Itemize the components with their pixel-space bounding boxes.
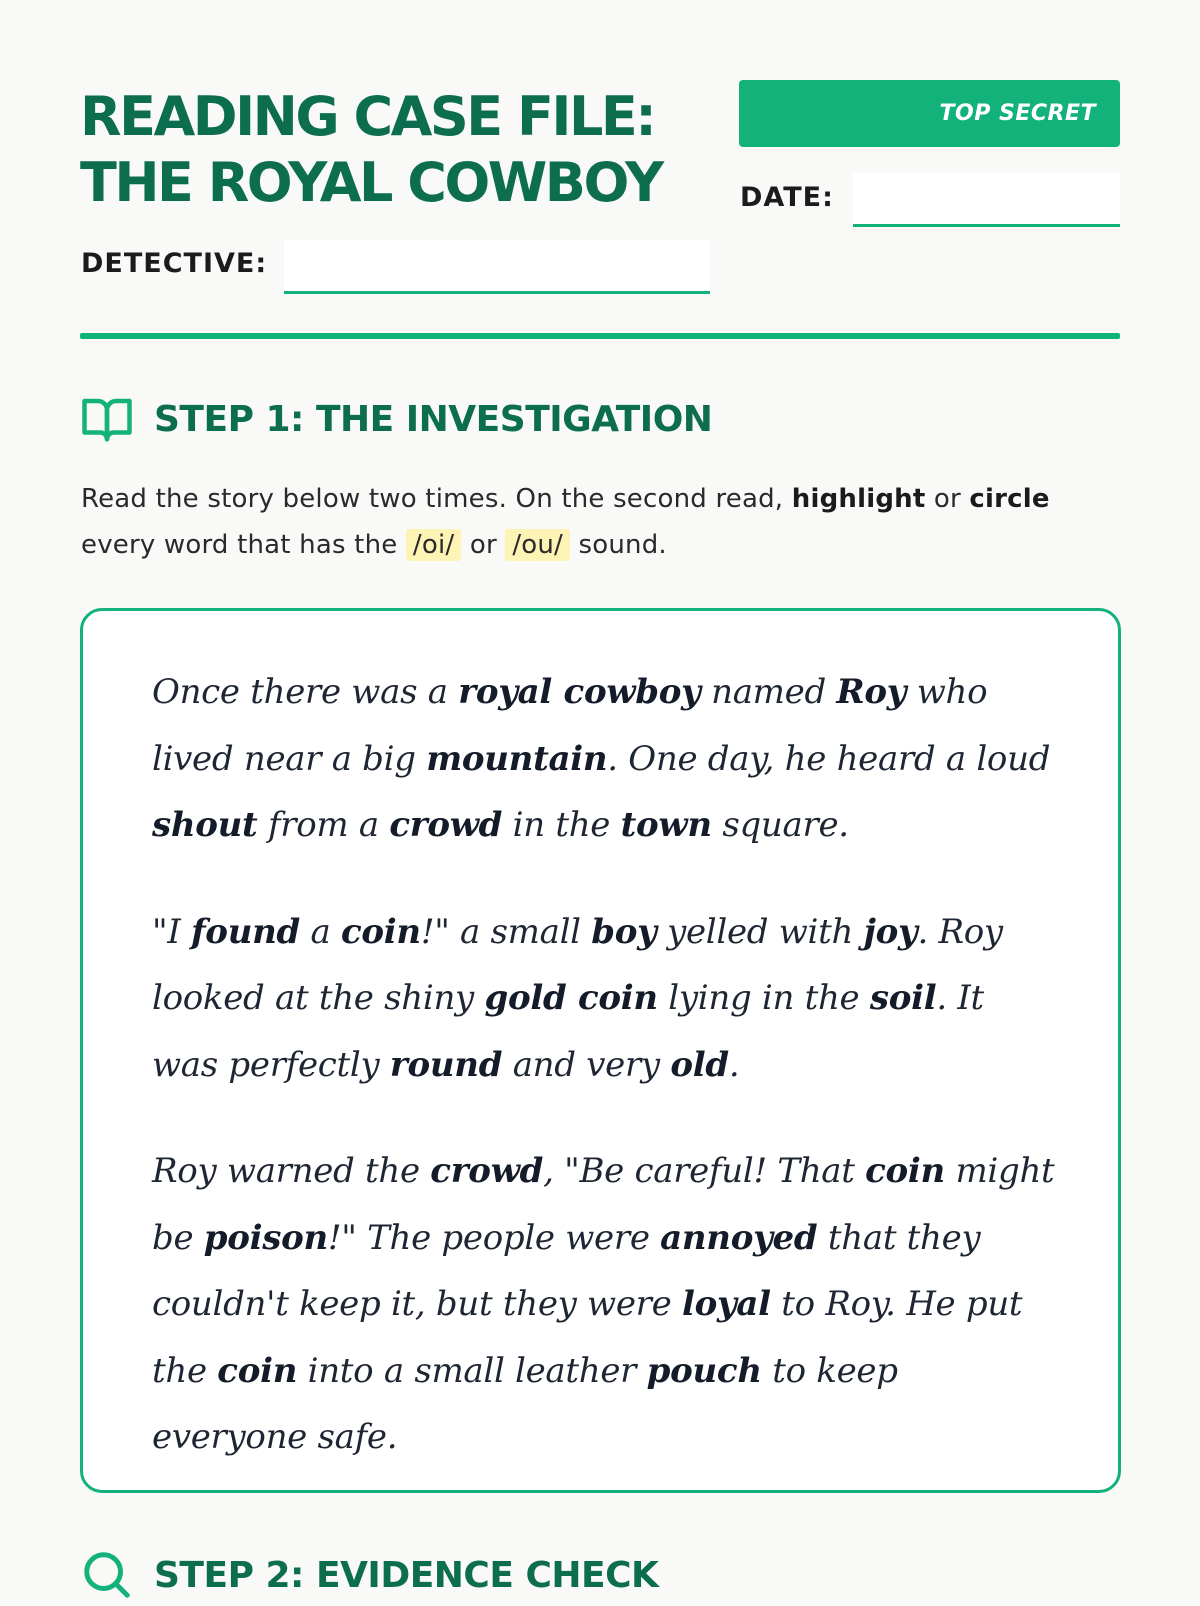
target-word: crowd: [430, 1151, 544, 1191]
story-text: Once there was a: [152, 672, 459, 712]
target-word: town: [620, 805, 712, 845]
detective-label: DETECTIVE:: [81, 248, 268, 279]
story-text: to keep everyone safe.: [152, 1350, 898, 1457]
story-text: Roy warned the: [152, 1151, 431, 1191]
target-word: Roy: [836, 672, 907, 712]
target-word: old: [670, 1044, 729, 1085]
story-text: .: [728, 1044, 740, 1085]
target-word: loyal: [681, 1284, 771, 1324]
story-text: to Roy. He put the: [152, 1284, 1023, 1391]
story-text: "I: [152, 911, 191, 952]
instructions-text: every word that has the: [81, 530, 406, 560]
target-word: annoyed: [660, 1217, 818, 1258]
date-label: DATE:: [740, 182, 834, 213]
story-text: !" a small: [420, 911, 592, 952]
target-word: boy: [591, 911, 657, 952]
story-text: . It was perfectly: [152, 978, 984, 1085]
page-title: [80, 84, 662, 216]
story-text: from a: [257, 805, 390, 845]
instructions-bold: highlight: [791, 484, 926, 514]
step-1-heading: [80, 392, 712, 446]
story-text: that they couldn't keep it, but they were: [152, 1217, 981, 1324]
story-text: in the: [502, 805, 621, 845]
instructions-text: or: [461, 530, 506, 560]
target-word: shout: [152, 805, 258, 845]
search-icon: [80, 1548, 134, 1602]
header-divider: [80, 333, 1120, 339]
title-line-2: THE ROYAL COWBOY: [80, 151, 662, 214]
target-word: found: [190, 911, 301, 952]
story-text: !" The people were: [327, 1217, 661, 1258]
step-2-title: STEP 2: EVIDENCE CHECK: [154, 1554, 659, 1596]
step-1-title: STEP 1: THE INVESTIGATION: [154, 398, 713, 440]
story-text: who lived near a big: [152, 672, 988, 779]
story-paragraph: [152, 659, 1058, 859]
target-word: crowd: [389, 805, 503, 845]
step-1-instructions: [81, 476, 1131, 568]
target-word: poison: [203, 1217, 328, 1258]
instructions-text: Read the story below two times. On the second read,: [81, 484, 792, 514]
instructions-text: or: [925, 484, 970, 514]
top-secret-badge: TOP SECRET: [739, 80, 1120, 147]
step-2-heading: [80, 1548, 658, 1602]
target-word: pouch: [646, 1350, 762, 1391]
story-box: [80, 608, 1121, 1493]
instructions-bold: circle: [969, 484, 1050, 514]
story-paragraph: [152, 899, 1058, 1099]
sound-tag-oi: /oi/: [406, 529, 461, 561]
story-text: named: [700, 672, 837, 712]
story-text: yelled with: [656, 911, 864, 952]
story-text: a: [300, 911, 342, 952]
story-text: square.: [711, 805, 849, 845]
story-text: , "Be careful! That: [543, 1151, 866, 1191]
sound-tag-ou: /ou/: [505, 529, 570, 561]
target-word: coin: [865, 1151, 945, 1191]
book-open-icon: [80, 392, 134, 446]
target-word: gold coin: [484, 978, 658, 1018]
story-text: into a small leather: [297, 1350, 647, 1391]
detective-field[interactable]: [284, 240, 710, 294]
story-text: . Roy looked at the shiny: [152, 911, 1003, 1018]
target-word: soil: [869, 978, 937, 1018]
title-line-1: READING CASE FILE:: [80, 85, 655, 148]
target-word: mountain: [426, 738, 608, 779]
target-word: round: [389, 1044, 503, 1085]
story-text: . One day, he heard a loud: [607, 738, 1051, 779]
story-paragraph: [152, 1138, 1058, 1471]
story-text: and very: [502, 1044, 671, 1085]
story-text: lying in the: [657, 978, 870, 1018]
story-text: might be: [152, 1151, 1055, 1258]
date-field[interactable]: [853, 173, 1120, 227]
target-word: coin: [341, 911, 421, 952]
instructions-text: sound.: [570, 530, 667, 560]
target-word: royal cowboy: [458, 672, 701, 712]
target-word: joy: [863, 911, 918, 952]
target-word: coin: [217, 1350, 298, 1391]
